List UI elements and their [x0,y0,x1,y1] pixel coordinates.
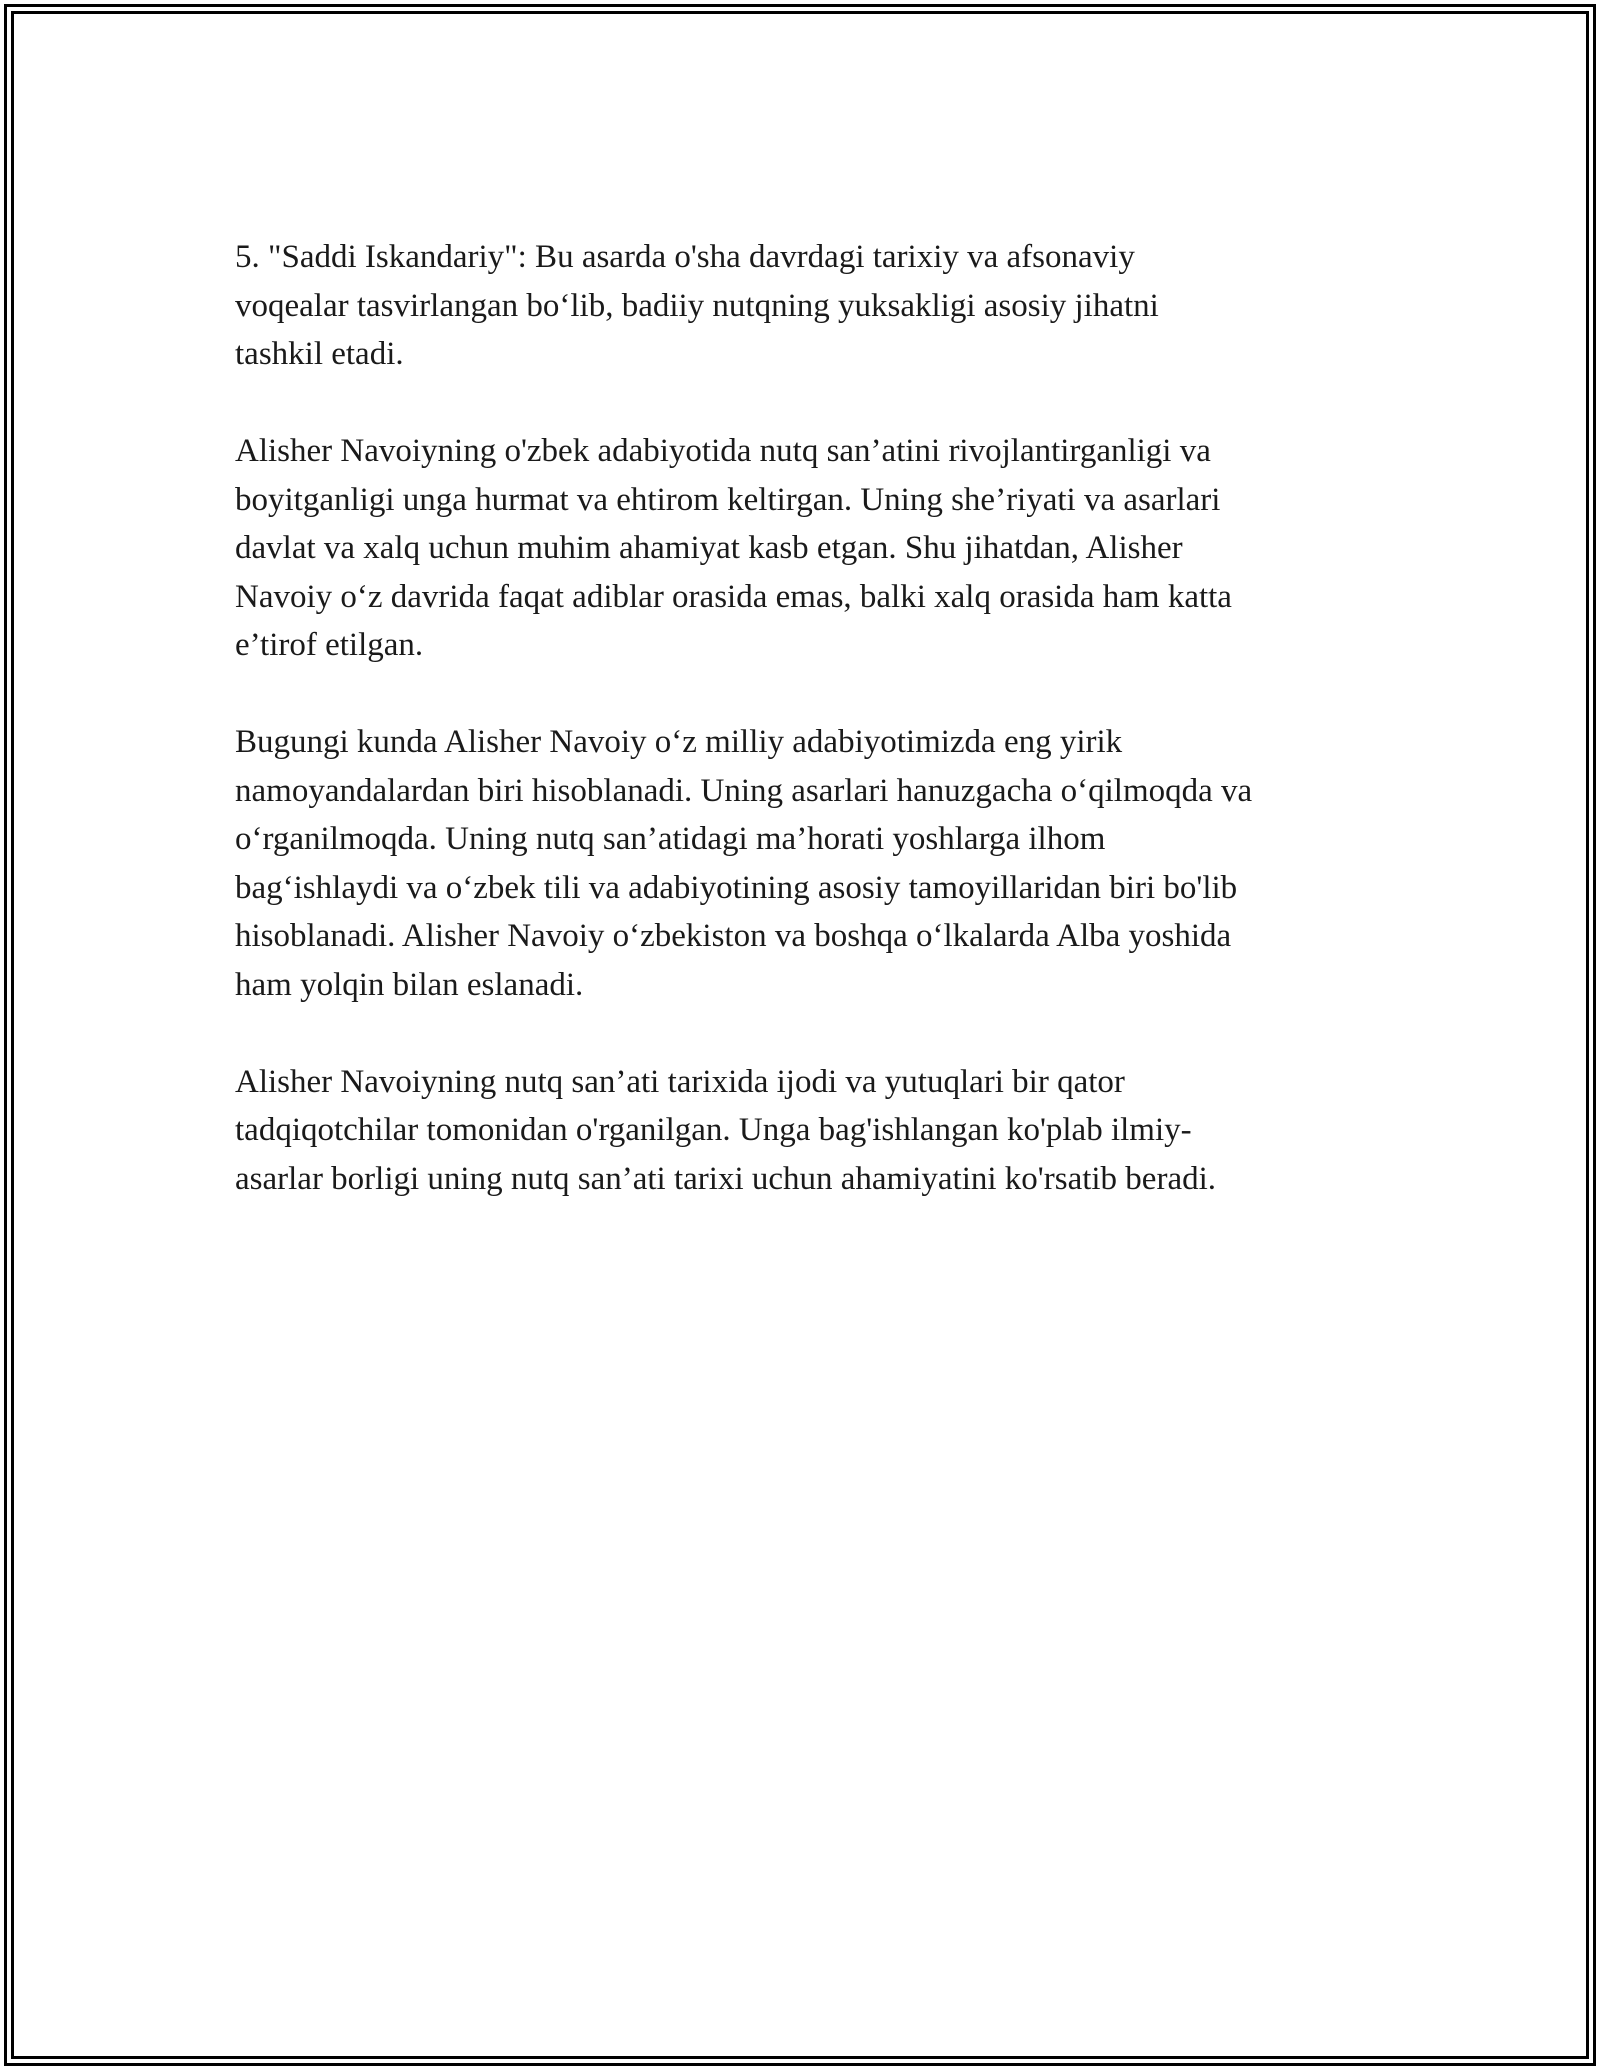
paragraph-line: hisoblanadi. Alisher Navoiy o‘zbekiston va boshqa o‘lkalarda Alba yoshida [235,918,1232,954]
paragraph-3 [235,718,1375,1009]
paragraph-line: e’tirof etilgan. [235,627,424,663]
paragraph-line: ham yolqin bilan eslanadi. [235,966,584,1003]
paragraph-line: voqealar tasvirlangan bo‘lib, badiiy nutqning yuksakligi asosiy jihatni [235,287,1159,324]
paragraph-2 [235,427,1375,670]
paragraph-line: tadqiqotchilar tomonidan o'rganilgan. Unga bag'ishlangan ko'plab ilmiy- [235,1112,1192,1148]
paragraph-1 [235,233,1375,379]
paragraph-line: 5. "Saddi Iskandariy": Bu asarda o'sha davrdagi tarixiy va afsonaviy [235,239,1135,275]
paragraph-line: Bugungi kunda Alisher Navoiy o‘z milliy adabiyotimizda eng yirik [235,724,1123,760]
paragraph-line: Alisher Navoiyning o'zbek adabiyotida nutq san’atini rivojlantirganligi va [235,433,1211,469]
paragraph-line: asarlar borligi uning nutq san’ati tarixi uchun ahamiyatini ko'rsatib beradi. [235,1160,1217,1197]
paragraph-line: boyitganligi unga hurmat va ehtirom keltirgan. Uning she’riyati va asarlari [235,481,1221,518]
document-body [235,233,1375,1203]
paragraph-line: davlat va xalq uchun muhim ahamiyat kasb etgan. Shu jihatdan, Alisher [235,530,1183,566]
paragraph-line: tashkil etadi. [235,336,404,372]
paragraph-4 [235,1058,1375,1204]
paragraph-line: namoyandalardan biri hisoblanadi. Uning asarlari hanuzgacha o‘qilmoqda va [235,772,1253,809]
paragraph-line: bag‘ishlaydi va o‘zbek tili va adabiyotining asosiy tamoyillaridan biri bo'lib [235,869,1238,906]
paragraph-line: Navoiy o‘z davrida faqat adiblar orasida emas, balki xalq orasida ham katta [235,578,1232,615]
paragraph-line: o‘rganilmoqda. Uning nutq san’atidagi ma’horati yoshlarga ilhom [235,821,1106,857]
paragraph-line: Alisher Navoiyning nutq san’ati tarixida ijodi va yutuqlari bir qator [235,1063,1125,1100]
